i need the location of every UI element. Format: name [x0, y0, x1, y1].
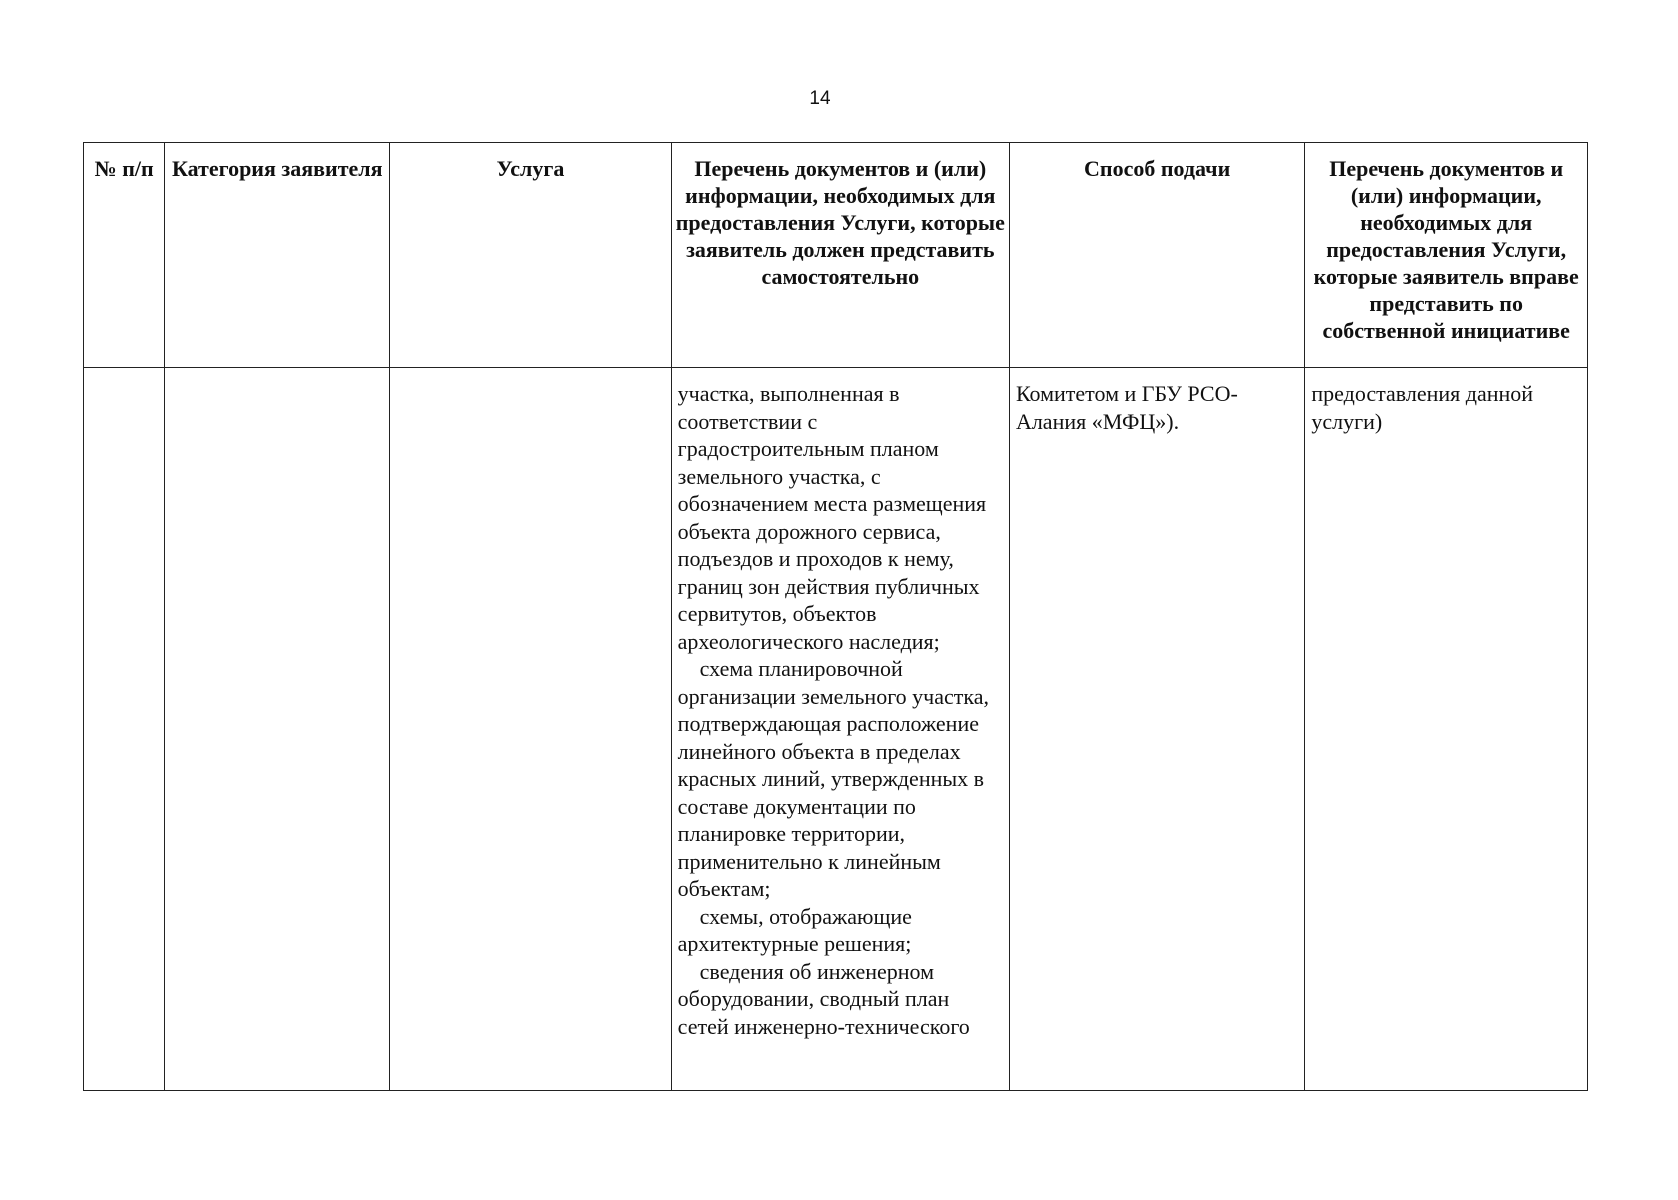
header-applicant-category: Категория заявителя — [165, 143, 390, 368]
header-required-documents: Перечень документов и (или) информации, необходимых для предоставления Услуги, которые заявитель должен представить самостоятельно — [671, 143, 1009, 368]
cell-number — [84, 368, 165, 1091]
services-table — [83, 142, 1588, 1091]
cell-optional-documents: предоставления данной услуги) — [1305, 368, 1588, 1091]
documents-paragraph: схемы, отображающие архитектурные решения; — [677, 903, 912, 956]
page-number: 14 — [809, 88, 831, 109]
table-row — [84, 368, 1588, 1091]
header-service: Услуга — [390, 143, 672, 368]
documents-paragraph: схема планировочной организации земельного участка, подтверждающая расположение линейного объекта в пределах красных линий, утвержденных в составе документации по планировке территории, применительно к линейным объектам; — [677, 656, 990, 901]
table-header-row — [84, 143, 1588, 368]
cell-applicant-category — [165, 368, 390, 1091]
documents-paragraph: сведения об инженерном оборудовании, сводный план сетей инженерно-технического — [677, 958, 970, 1039]
header-optional-documents: Перечень документов и (или) информации, необходимых для предоставления Услуги, которые заявитель вправе представить по собственной инициативе — [1305, 143, 1588, 368]
header-number: № п/п — [84, 143, 165, 368]
documents-paragraph: участка, выполненная в соответствии с градостроительным планом земельного участка, с обозначением места размещения объекта дорожного сервиса, подъездов и проходов к нему, границ зон действия публичных сервитутов, объектов археологического наследия; — [677, 381, 987, 654]
cell-submission-method: Комитетом и ГБУ РСО-Алания «МФЦ»). — [1009, 368, 1304, 1091]
cell-required-documents — [671, 368, 1009, 1091]
header-submission-method: Способ подачи — [1009, 143, 1304, 368]
cell-service — [390, 368, 672, 1091]
